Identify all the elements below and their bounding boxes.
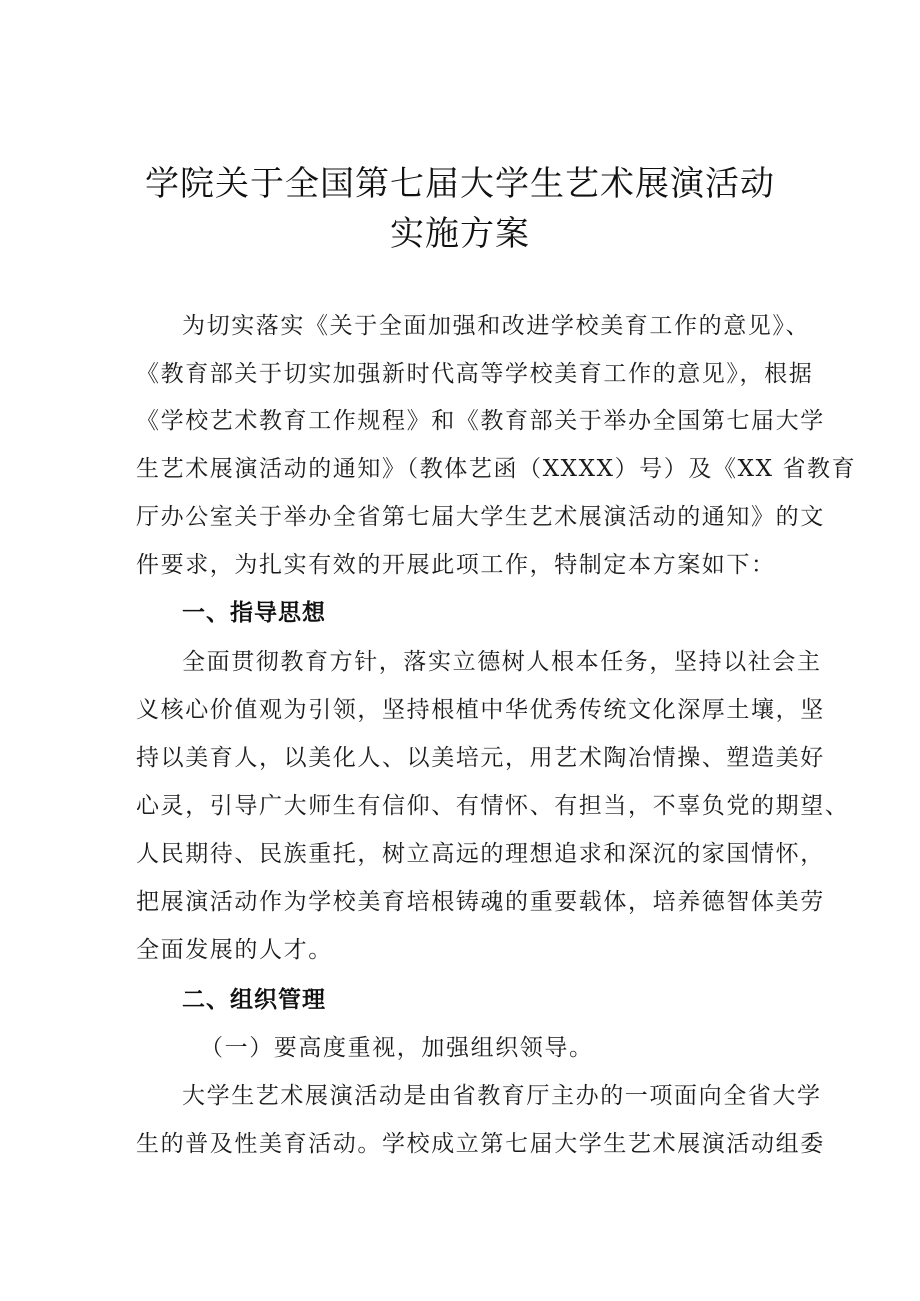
intro-line: 生艺术展演活动的通知》（教体艺函（XXXX）号）及《XX 省教育 [136, 456, 857, 482]
intro-line: 为切实落实《关于全面加强和改进学校美育工作的意见》、 [182, 313, 811, 339]
intro-line: 《学校艺术教育工作规程》和《教育部关于举办全国第七届大学 [136, 408, 825, 434]
intro-line: 《教育部关于切实加强新时代高等学校美育工作的意见》，根据 [136, 361, 814, 387]
section1-line: 持以美育人，以美化人、以美培元，用艺术陶冶情操、塑造美好 [136, 745, 825, 771]
section1-line: 人民期待、民族重托，树立高远的理想追求和深沉的家国情怀， [136, 841, 825, 867]
document-title-line-1: 学院关于全国第七届大学生艺术展演活动 [145, 164, 775, 204]
section1-line: 全面发展的人才。 [136, 937, 333, 963]
section1-line: 义核心价值观为引领，坚持根植中华优秀传统文化深厚土壤，坚 [136, 697, 825, 723]
intro-line: 厅办公室关于举办全省第七届大学生艺术展演活动的通知》的文 [136, 504, 825, 530]
document-title-line-2: 实施方案 [390, 214, 530, 254]
section1-line: 心灵，引导广大师生有信仰、有情怀、有担当，不辜负党的期望、 [136, 793, 850, 819]
section1-line: 全面贯彻教育方针，落实立德树人根本任务，坚持以社会主 [182, 649, 822, 675]
section2-subheading: （一）要高度重视，加强组织领导。 [200, 1035, 594, 1061]
section-heading-guiding-ideology: 一、指导思想 [182, 600, 326, 626]
section2-line: 生的普及性美育活动。学校成立第七届大学生艺术展演活动组委 [136, 1131, 825, 1157]
section-heading-organization: 二、组织管理 [182, 987, 326, 1013]
intro-line: 件要求，为扎实有效的开展此项工作，特制定本方案如下： [136, 552, 776, 578]
section1-line: 把展演活动作为学校美育培根铸魂的重要载体，培养德智体美劳 [136, 889, 825, 915]
section2-line: 大学生艺术展演活动是由省教育厅主办的一项面向全省大学 [182, 1083, 822, 1109]
